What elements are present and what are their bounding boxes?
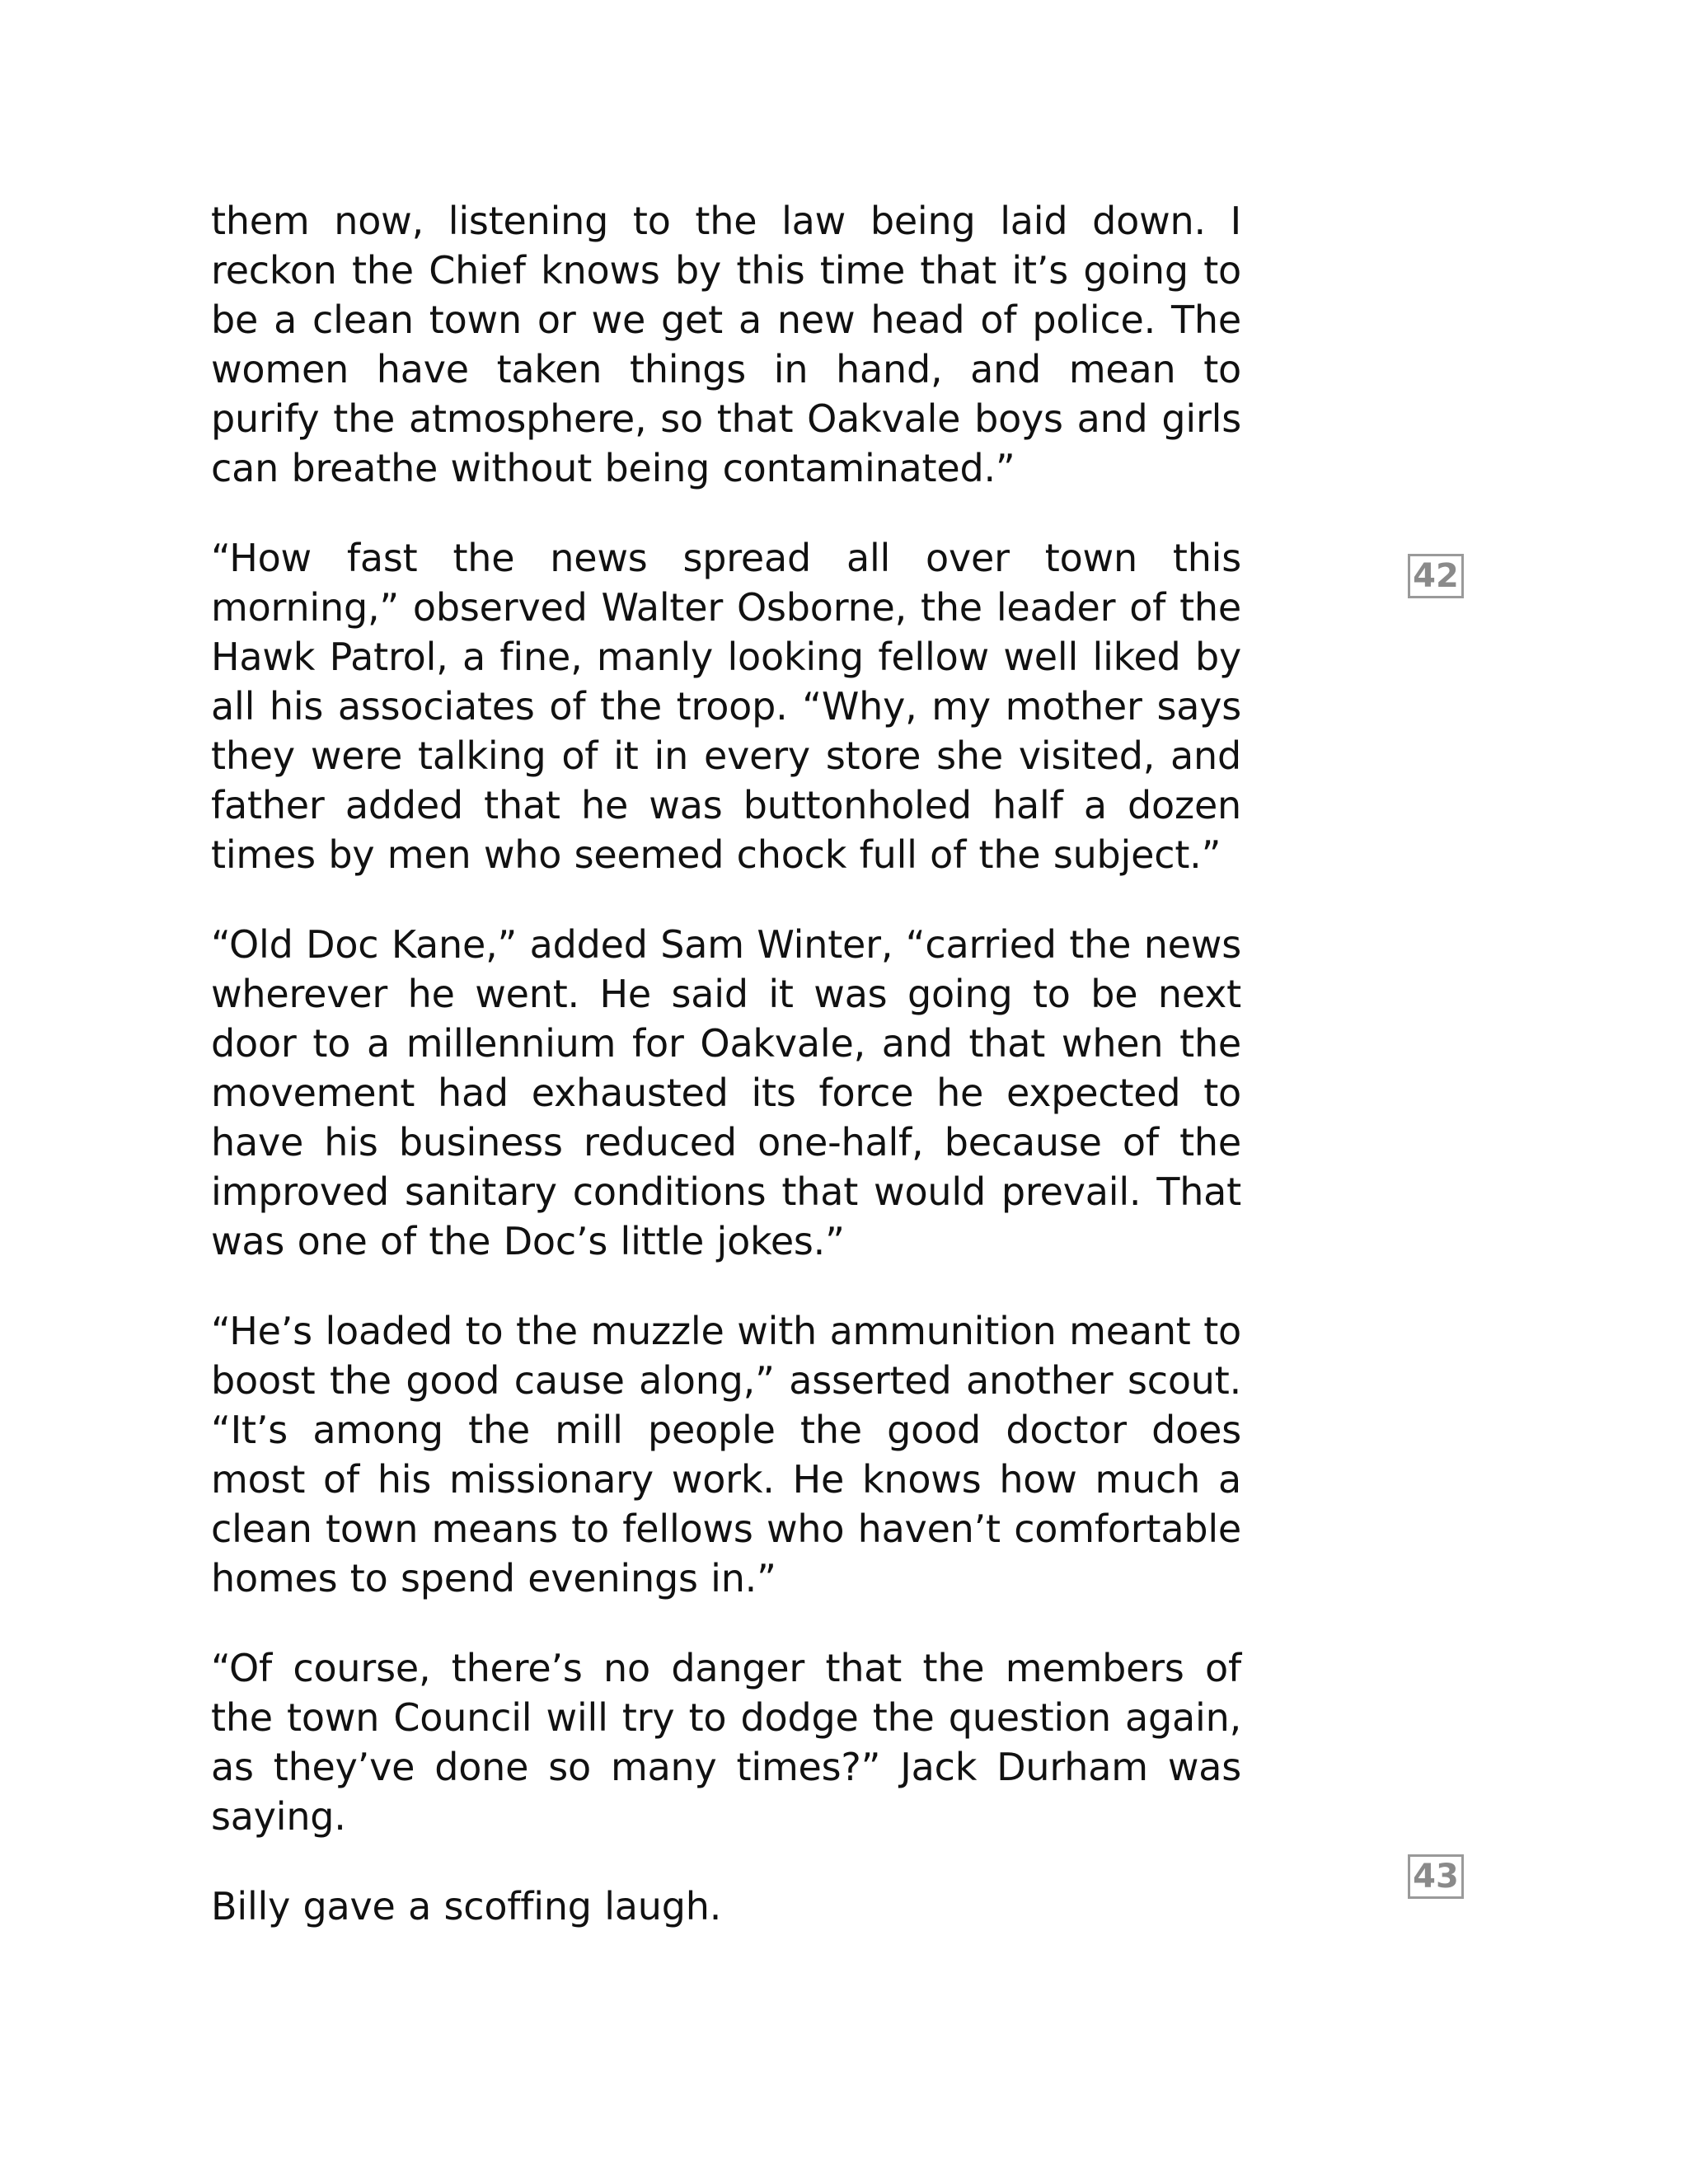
page-number-marker: 42	[1408, 554, 1464, 598]
paragraph: “Of course, there’s no danger that the members of the town Council will try to dodge the question again, as they’ve done so many times?” Jack Durham was saying.	[211, 1646, 1241, 1839]
page-number-marker: 43	[1408, 1854, 1464, 1899]
paragraph: Billy gave a scoffing laugh.	[211, 1884, 722, 1929]
paragraph: them now, listening to the law being laid down. I reckon the Chief knows by this time that it’s going to be a clean town or we get a new head of police. The women have taken things in hand, and mean to purify the atmosphere, so that Oakvale boys and girls can breathe without being contaminated.”	[211, 199, 1241, 490]
body-text	[211, 196, 1241, 1971]
paragraph: “Old Doc Kane,” added Sam Winter, “carried the news wherever he went. He said it was going to be next door to a millennium for Oakvale, and that when the movement had exhausted its force he expected to have his business reduced one-half, because of the improved sanitary conditions that would prevail. That was one of the Doc’s little jokes.”	[211, 922, 1241, 1263]
paragraph: “How fast the news spread all over town this morning,” observed Walter Osborne, the leader of the Hawk Patrol, a fine, manly looking fellow well liked by all his associates of the troop. “Why, my mother says they were talking of it in every store she visited, and father added that he was buttonholed half a dozen times by men who seemed chock full of the subject.”	[211, 536, 1241, 877]
paragraph: “He’s loaded to the muzzle with ammunition meant to boost the good cause along,” asserted another scout. “It’s among the mill people the good doctor does most of his missionary work. He knows how much a clean town means to fellows who haven’t comfortable homes to spend evenings in.”	[211, 1309, 1241, 1601]
